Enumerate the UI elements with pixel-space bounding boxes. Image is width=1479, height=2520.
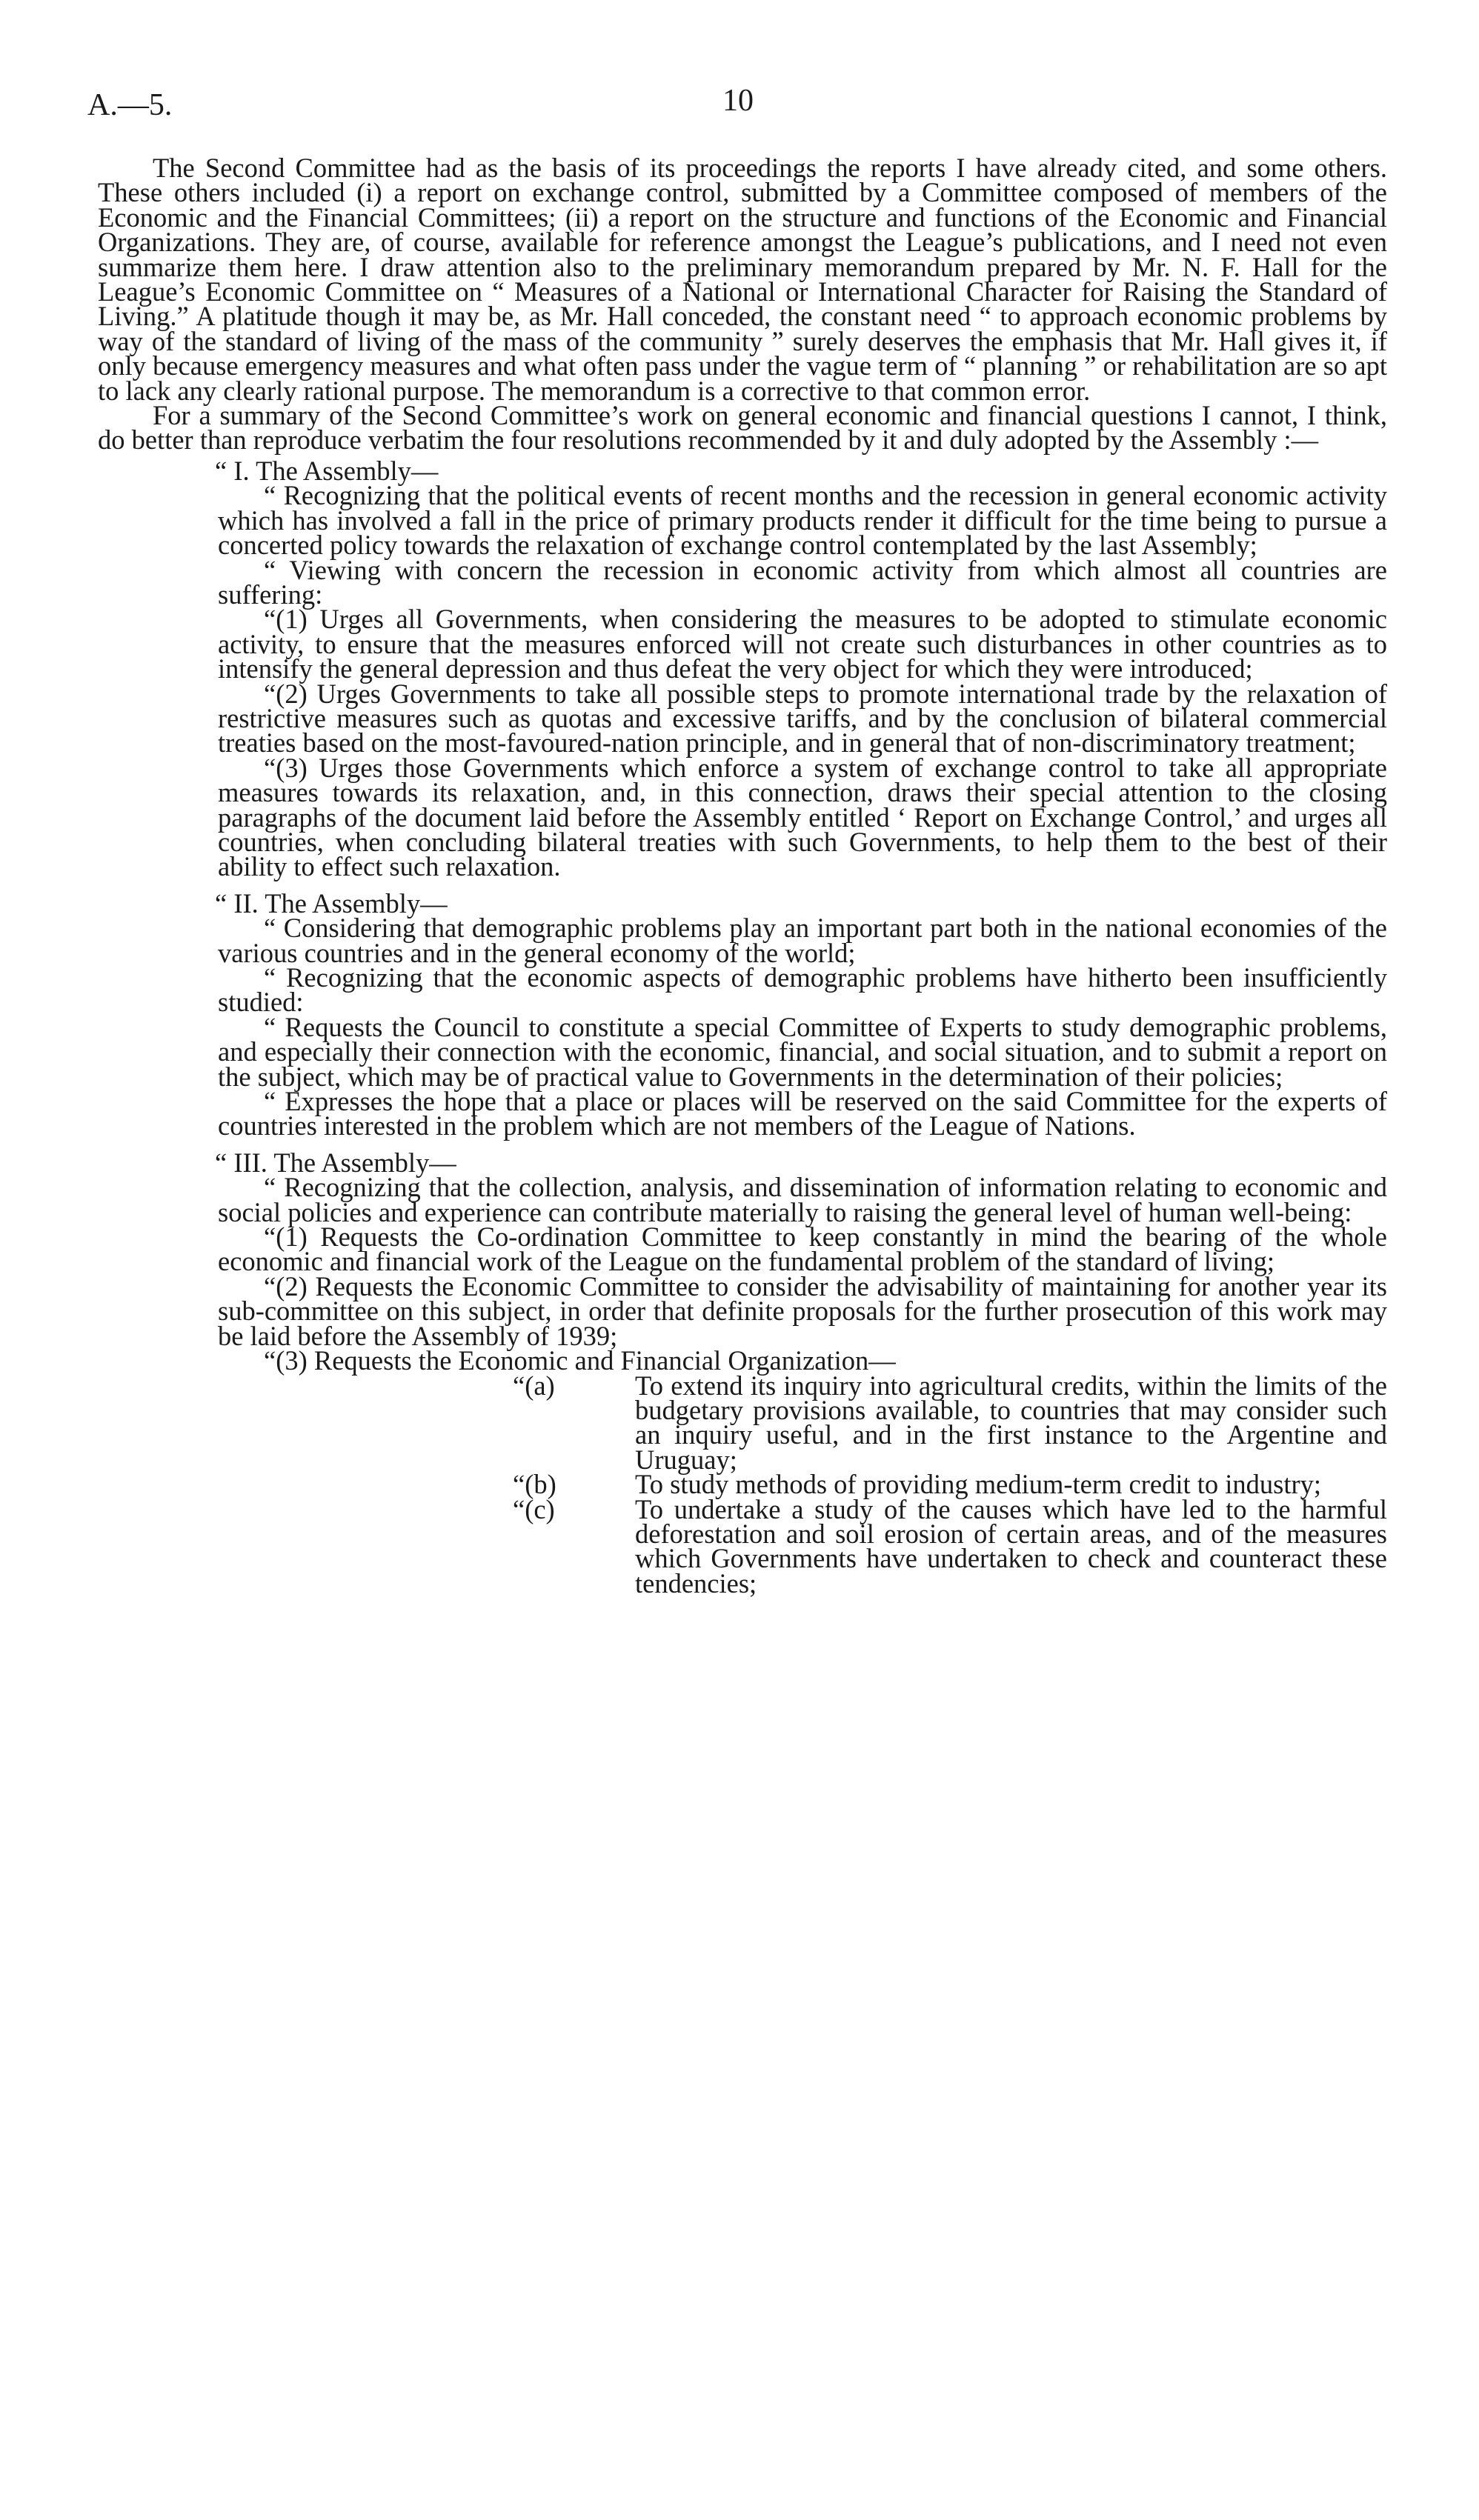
- resolution-1-clause-1: “(1) Urges all Governments, when considering the measures to be adopted to stimulate economic activity, to ensure that the measures enforced will not create such disturbances in other countries as to intensify the general depression and thus defeat the very object for which they were introduced;: [218, 604, 1387, 684]
- resolution-3-clause-1: “(1) Requests the Co-ordination Committee to keep constantly in mind the bearing of the whole economic and financial work of the League on the fundamental problem of the standard of living;: [218, 1221, 1387, 1277]
- page-number: 10: [722, 84, 754, 118]
- paragraph-summary: For a summary of the Second Committee’s work on general economic and financial questions I cannot, I think, do better than reproduce verbatim the four resolutions recommended by it and duly adopted by the Assembly :—: [98, 400, 1387, 456]
- resolution-1-clause-3: “(3) Urges those Governments which enforce a system of exchange control to take all appropriate measures towards its relaxation, and, in this connection, draws their special attention to the closing paragraphs of the document laid before the Assembly entitled ‘ Report on Exchange Control,’ and urges all countries, when concluding bilateral treaties with such Governments, to help them to the best of their ability to effect such relaxation.: [218, 752, 1387, 882]
- resolution-2-expresses: “ Expresses the hope that a place or places will be reserved on the said Committee for the experts of countries interested in the problem which are not members of the League of Nations.: [218, 1086, 1387, 1141]
- resolution-3-sub-b: [98, 1469, 1387, 1500]
- sub-a-label: “(a): [513, 1370, 555, 1401]
- sub-a-text: To extend its inquiry into agricultural credits, within the limits of the budgetary provisions available, to countries that may consider such an inquiry useful, and in the first instance to the Argentine and Uruguay;: [635, 1370, 1387, 1475]
- sub-b-label: “(b): [513, 1469, 556, 1500]
- resolution-3-clause-2: “(2) Requests the Economic Committee to consider the advisability of maintaining for another year its sub-committee on this subject, in order that definite proposals for the further prosecution of this work may be laid before the Assembly of 1939;: [218, 1270, 1387, 1351]
- resolution-3-sub-a: [98, 1370, 1387, 1475]
- page-reference: A.—5.: [87, 88, 173, 122]
- resolution-3-sub-c: [98, 1493, 1387, 1599]
- resolution-3-heading: “ III. The Assembly—: [215, 1147, 456, 1178]
- sub-c-label: “(c): [513, 1493, 555, 1524]
- resolution-2-recognizing: “ Recognizing that the economic aspects of demographic problems have hitherto been insufficiently studied:: [218, 962, 1387, 1018]
- resolution-1-viewing: “ Viewing with concern the recession in economic activity from which almost all countries are suffering:: [218, 554, 1387, 610]
- resolution-1-clause-2: “(2) Urges Governments to take all possible steps to promote international trade by the relaxation of restrictive measures such as quotas and excessive tariffs, and by the conclusion of bilateral commercial treaties based on the most-favoured-nation principle, and in general that of non-discriminatory treatment;: [218, 678, 1387, 759]
- resolution-3-recognizing: “ Recognizing that the collection, analysis, and dissemination of information relating to economic and social policies and experience can contribute materially to raising the general level of human well-being:: [218, 1172, 1387, 1227]
- paragraph-intro: The Second Committee had as the basis of its proceedings the reports I have already cited, and some others. These others included (i) a report on exchange control, submitted by a Committee composed of members of the Economic and the Financial Committees; (ii) a report on the structure and functions of the Economic and Financial Organizations. They are, of course, available for reference amongst the League’s publications, and I need not even summarize them here. I draw attention also to the preliminary memorandum prepared by Mr. N. F. Hall for the League’s Economic Committee on “ Measures of a National or International Character for Raising the Standard of Living.” A platitude though it may be, as Mr. Hall conceded, the constant need “ to approach economic problems by way of the standard of living of the mass of the community ” surely deserves the emphasis that Mr. Hall gives it, if only because emergency measures and what often pass under the vague term of “ planning ” or rehabilitation are so apt to lack any clearly rational purpose. The memorandum is a corrective to that common error.: [98, 153, 1387, 406]
- sub-c-text: To undertake a study of the causes which have led to the harmful deforestation and soil erosion of certain areas, and of the measures which Governments have undertaken to check and counteract these tendencies;: [635, 1493, 1387, 1599]
- sub-b-text: To study methods of providing medium-term credit to industry;: [635, 1469, 1322, 1500]
- resolution-2-requests: “ Requests the Council to constitute a special Committee of Experts to study demographic problems, and especially their connection with the economic, financial, and social situation, and to submit a report on the subject, which may be of practical value to Governments in the determination of their policies;: [218, 1011, 1387, 1092]
- resolution-2-considering: “ Considering that demographic problems play an important part both in the national economies of the various countries and in the general economy of the world;: [218, 913, 1387, 968]
- resolution-1-recognizing: “ Recognizing that the political events of recent months and the recession in general economic activity which has involved a fall in the price of primary products render it difficult for the time being to pursue a concerted policy towards the relaxation of exchange control contemplated by the last Assembly;: [218, 480, 1387, 561]
- body-text: [98, 153, 1387, 1599]
- resolution-2-heading: “ II. The Assembly—: [215, 887, 448, 919]
- resolution-3-clause-3: “(3) Requests the Economic and Financial Organization—: [264, 1345, 896, 1376]
- resolution-1-heading: “ I. The Assembly—: [215, 455, 439, 486]
